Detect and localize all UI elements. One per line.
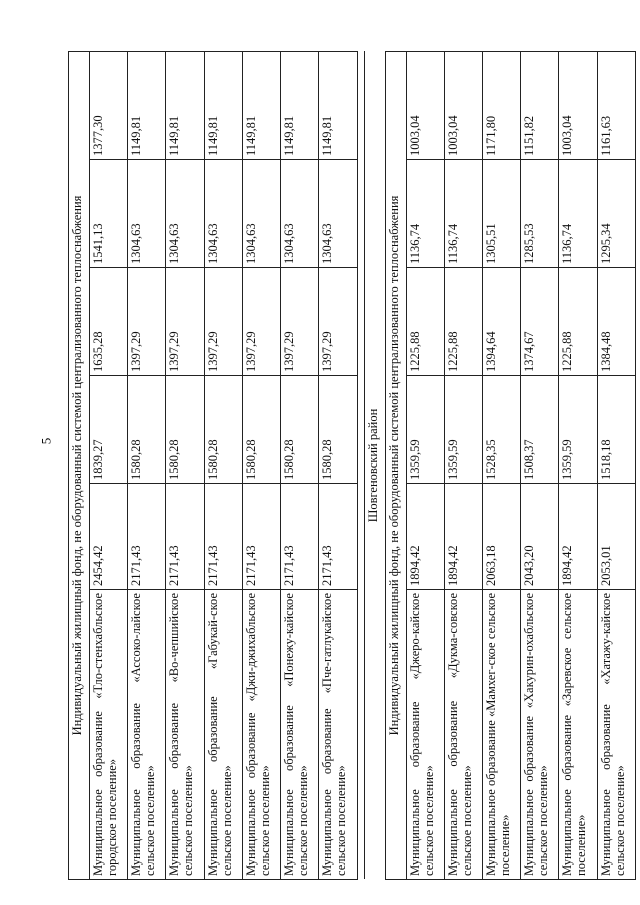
value-cell: 1151,82	[521, 52, 559, 160]
value-cell: 1136,74	[406, 160, 444, 268]
table-row	[597, 52, 635, 880]
value-cell: 1894,42	[559, 484, 597, 590]
value-cell: 1894,42	[444, 484, 482, 590]
value-cell: 1171,80	[483, 52, 521, 160]
value-cell: 1397,29	[166, 268, 204, 376]
value-cell: 1285,53	[521, 160, 559, 268]
value-cell: 1508,37	[521, 376, 559, 484]
value-cell: 1149,81	[128, 52, 166, 160]
value-cell: 1580,28	[166, 376, 204, 484]
value-cell: 2171,43	[281, 484, 319, 590]
municipality-name: Муниципальное образование «Мамхег-ское сельское поселение»	[483, 590, 521, 880]
section-gap	[357, 52, 364, 880]
value-cell: 1304,63	[281, 160, 319, 268]
page-number: 5	[38, 437, 54, 445]
value-cell: 1359,59	[559, 376, 597, 484]
value-cell: 1161,63	[597, 52, 635, 160]
table-row	[128, 52, 166, 880]
municipality-name: Муниципальное образование «Тло-стенхабльское городское поселение»	[89, 590, 127, 880]
value-cell: 1225,88	[559, 268, 597, 376]
value-cell: 2043,20	[521, 484, 559, 590]
value-cell: 1397,29	[281, 268, 319, 376]
value-cell: 1839,27	[89, 376, 127, 484]
value-cell: 1528,35	[483, 376, 521, 484]
value-cell: 1580,28	[281, 376, 319, 484]
district-title: Шовгеновский район	[364, 52, 385, 880]
value-cell: 1394,64	[483, 268, 521, 376]
value-cell: 1003,04	[559, 52, 597, 160]
table-row	[242, 52, 280, 880]
municipality-name: Муниципальное образование «Ассоко-лайское сельское поселение»	[128, 590, 166, 880]
value-cell: 2454,42	[89, 484, 127, 590]
value-cell: 1305,51	[483, 160, 521, 268]
municipality-name: Муниципальное образование «Пче-гатлукайское сельское поселение»	[319, 590, 357, 880]
value-cell: 1359,59	[444, 376, 482, 484]
section-header-row	[69, 52, 90, 880]
value-cell: 1397,29	[204, 268, 242, 376]
district-row	[364, 52, 385, 880]
table-row	[559, 52, 597, 880]
value-cell: 2171,43	[166, 484, 204, 590]
municipality-name: Муниципальное образование «Габукай-ское сельское поселение»	[204, 590, 242, 880]
value-cell: 1304,63	[166, 160, 204, 268]
value-cell: 1149,81	[204, 52, 242, 160]
value-cell: 1397,29	[319, 268, 357, 376]
municipality-name: Муниципальное образование «Понежу-кайское сельское поселение»	[281, 590, 319, 880]
value-cell: 1149,81	[166, 52, 204, 160]
table-row	[89, 52, 127, 880]
gap-cell	[357, 52, 364, 880]
section-header: Индивидуальный жилищный фонд, не оборудованный системой централизованного теплоснабжения	[385, 52, 406, 880]
value-cell: 1149,81	[242, 52, 280, 160]
value-cell: 1359,59	[406, 376, 444, 484]
table-row	[166, 52, 204, 880]
value-cell: 1304,63	[204, 160, 242, 268]
section-header: Индивидуальный жилищный фонд, не оборудованный системой централизованного теплоснабжения	[69, 52, 90, 880]
value-cell: 1304,63	[128, 160, 166, 268]
value-cell: 1003,04	[444, 52, 482, 160]
municipality-name: Муниципальное образование «Хакурин-охабльское сельское поселение»	[521, 590, 559, 880]
municipality-name: Муниципальное образование «Джи-джихабльское сельское поселение»	[242, 590, 280, 880]
municipality-name: Муниципальное образование «Во-чепшийское сельское поселение»	[166, 590, 204, 880]
municipality-name: Муниципальное образование «Дукма-совское сельское поселение»	[444, 590, 482, 880]
value-cell: 1894,42	[406, 484, 444, 590]
value-cell: 1136,74	[559, 160, 597, 268]
value-cell: 1397,29	[128, 268, 166, 376]
table-row	[444, 52, 482, 880]
value-cell: 2053,01	[597, 484, 635, 590]
value-cell: 1304,63	[319, 160, 357, 268]
value-cell: 1541,13	[89, 160, 127, 268]
value-cell: 1374,67	[521, 268, 559, 376]
value-cell: 1225,88	[406, 268, 444, 376]
value-cell: 1635,28	[89, 268, 127, 376]
value-cell: 2171,43	[128, 484, 166, 590]
value-cell: 1149,81	[281, 52, 319, 160]
value-cell: 1225,88	[444, 268, 482, 376]
municipality-name: Муниципальное образование «Хатажу-кайское сельское поселение»	[597, 590, 635, 880]
value-cell: 1149,81	[319, 52, 357, 160]
table-body	[69, 52, 636, 880]
value-cell: 2063,18	[483, 484, 521, 590]
value-cell: 2171,43	[242, 484, 280, 590]
value-cell: 2171,43	[319, 484, 357, 590]
table-row	[406, 52, 444, 880]
value-cell: 1580,28	[204, 376, 242, 484]
value-cell: 2171,43	[204, 484, 242, 590]
value-cell: 1518,18	[597, 376, 635, 484]
table-row	[319, 52, 357, 880]
municipality-name: Муниципальное образование «Джеро-кайское сельское поселение»	[406, 590, 444, 880]
value-cell: 1580,28	[242, 376, 280, 484]
table-row	[281, 52, 319, 880]
value-cell: 1295,34	[597, 160, 635, 268]
section-header-row	[385, 52, 406, 880]
table-row	[521, 52, 559, 880]
value-cell: 1003,04	[406, 52, 444, 160]
value-cell: 1136,74	[444, 160, 482, 268]
rotated-page-content	[68, 52, 636, 880]
value-cell: 1580,28	[128, 376, 166, 484]
value-cell: 1377,30	[89, 52, 127, 160]
municipality-name: Муниципальное образование «Заревское сельское поселение»	[559, 590, 597, 880]
table-row	[204, 52, 242, 880]
tariff-table	[68, 51, 636, 880]
value-cell: 1304,63	[242, 160, 280, 268]
value-cell: 1384,48	[597, 268, 635, 376]
value-cell: 1397,29	[242, 268, 280, 376]
table-row	[483, 52, 521, 880]
value-cell: 1580,28	[319, 376, 357, 484]
